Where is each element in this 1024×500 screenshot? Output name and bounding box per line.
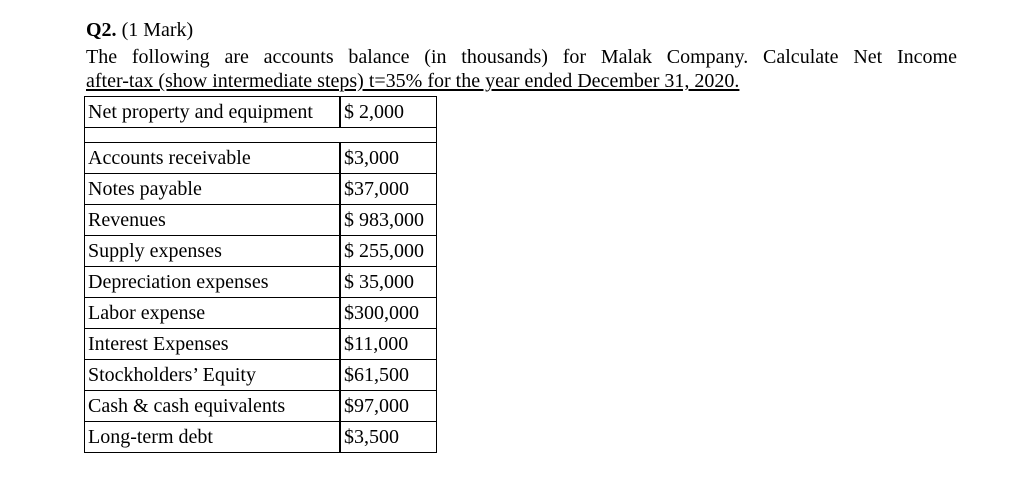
table-row (85, 391, 437, 422)
account-value: $3,500 (340, 422, 437, 453)
table-row (85, 174, 437, 205)
question-heading (86, 18, 193, 42)
question-marks: (1 Mark) (121, 19, 194, 41)
table-row (85, 236, 437, 267)
account-label: Long-term debt (85, 422, 341, 453)
account-label: Interest Expenses (85, 329, 341, 360)
table-row (85, 298, 437, 329)
account-value: $ 2,000 (340, 97, 437, 128)
statement-line-1: The following are accounts balance (in thousands) for Malak Company. Calculate Net Income (86, 46, 957, 68)
account-label: Accounts receivable (85, 143, 341, 174)
table-row (85, 205, 437, 236)
account-label: Depreciation expenses (85, 267, 341, 298)
spacer-cell (340, 128, 437, 143)
account-value: $37,000 (340, 174, 437, 205)
account-label: Supply expenses (85, 236, 341, 267)
account-value: $97,000 (340, 391, 437, 422)
account-value: $ 35,000 (340, 267, 437, 298)
question-number: Q2. (86, 19, 117, 41)
account-label: Net property and equipment (85, 97, 341, 128)
table-row (85, 143, 437, 174)
account-value: $11,000 (340, 329, 437, 360)
table-row (85, 360, 437, 391)
table-row (85, 267, 437, 298)
account-value: $ 983,000 (340, 205, 437, 236)
statement-line-2: after-tax (show intermediate steps) t=35% for the year ended December 31, 2020. (86, 70, 740, 92)
account-value: $300,000 (340, 298, 437, 329)
table-row (85, 97, 437, 128)
spacer-cell (85, 128, 341, 143)
table-spacer-row (85, 128, 437, 143)
account-label: Cash & cash equivalents (85, 391, 341, 422)
account-label: Labor expense (85, 298, 341, 329)
account-label: Stockholders’ Equity (85, 360, 341, 391)
account-label: Revenues (85, 205, 341, 236)
table-row (85, 422, 437, 453)
account-value: $3,000 (340, 143, 437, 174)
table-row (85, 329, 437, 360)
account-value: $61,500 (340, 360, 437, 391)
account-label: Notes payable (85, 174, 341, 205)
question-statement (86, 45, 957, 93)
account-value: $ 255,000 (340, 236, 437, 267)
account-balances-table (84, 96, 437, 453)
